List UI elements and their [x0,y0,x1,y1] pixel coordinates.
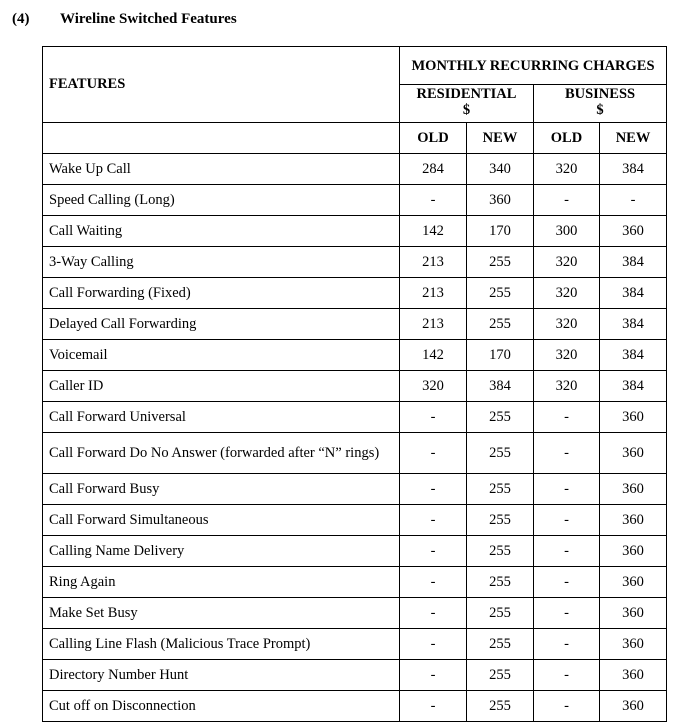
business-new-cell: 384 [600,340,667,371]
business-old-cell: - [534,402,600,433]
business-old-cell: 320 [534,309,600,340]
table-row [43,309,667,340]
residential-new-cell: 255 [467,402,534,433]
residential-old-cell: 142 [400,216,467,247]
residential-old-cell: - [400,474,467,505]
business-old-cell: - [534,474,600,505]
subheader-blank [43,123,400,154]
business-currency: $ [596,102,604,118]
residential-old-cell: - [400,402,467,433]
business-old-cell: 320 [534,340,600,371]
residential-old-cell: - [400,433,467,474]
business-new-cell: 360 [600,433,667,474]
business-old-cell: 320 [534,247,600,278]
business-old-cell: - [534,567,600,598]
residential-new-cell: 255 [467,660,534,691]
feature-name-cell: Voicemail [43,340,400,371]
residential-new-cell: 384 [467,371,534,402]
residential-old-cell: - [400,598,467,629]
business-new-cell: 384 [600,309,667,340]
business-old-cell: - [534,691,600,722]
residential-new-cell: 255 [467,536,534,567]
business-new-cell: 360 [600,567,667,598]
table-row [43,216,667,247]
business-new-cell: 360 [600,216,667,247]
table-row [43,660,667,691]
table-row [43,505,667,536]
feature-name-cell: Call Waiting [43,216,400,247]
table-row [43,567,667,598]
feature-name-cell: Call Forward Do No Answer (forwarded after “N” rings) [43,433,400,474]
residential-new-cell: 255 [467,505,534,536]
business-old-cell: - [534,433,600,474]
residential-old-cell: - [400,660,467,691]
residential-new-cell: 255 [467,691,534,722]
feature-name-cell: Calling Line Flash (Malicious Trace Prompt) [43,629,400,660]
business-new-cell: 360 [600,629,667,660]
table-row [43,598,667,629]
business-new-cell: 360 [600,536,667,567]
business-new-cell: 360 [600,598,667,629]
feature-name-cell: Cut off on Disconnection [43,691,400,722]
table-row [43,691,667,722]
table-row [43,402,667,433]
business-old-cell: - [534,505,600,536]
residential-new-cell: 255 [467,598,534,629]
features-header: FEATURES [43,47,400,123]
business-new-cell: 384 [600,371,667,402]
residential-new-cell: 360 [467,185,534,216]
business-new-cell: 360 [600,691,667,722]
feature-name-cell: Call Forward Busy [43,474,400,505]
residential-old-cell: - [400,629,467,660]
business-header [534,85,667,123]
residential-new-cell: 340 [467,154,534,185]
residential-old-cell: 213 [400,309,467,340]
subheader-residential-old: OLD [400,123,467,154]
table-row [43,340,667,371]
residential-new-cell: 255 [467,247,534,278]
feature-name-cell: Make Set Busy [43,598,400,629]
feature-name-cell: Calling Name Delivery [43,536,400,567]
table-row [43,536,667,567]
residential-new-cell: 170 [467,340,534,371]
business-old-cell: - [534,536,600,567]
residential-new-cell: 255 [467,278,534,309]
feature-name-cell: Delayed Call Forwarding [43,309,400,340]
business-new-cell: 360 [600,660,667,691]
table-row [43,629,667,660]
business-old-cell: 320 [534,371,600,402]
section-number: (4) [12,11,30,27]
residential-new-cell: 255 [467,474,534,505]
monthly-recurring-charges-header: MONTHLY RECURRING CHARGES [400,47,667,85]
table-row [43,474,667,505]
residential-old-cell: - [400,505,467,536]
residential-header [400,85,534,123]
subheader-residential-new: NEW [467,123,534,154]
residential-old-cell: - [400,567,467,598]
section-heading [12,11,237,28]
feature-name-cell: Call Forward Simultaneous [43,505,400,536]
business-new-cell: 360 [600,505,667,536]
feature-name-cell: Call Forwarding (Fixed) [43,278,400,309]
feature-name-cell: Call Forward Universal [43,402,400,433]
residential-currency: $ [462,102,471,118]
residential-old-cell: - [400,691,467,722]
residential-new-cell: 255 [467,433,534,474]
feature-name-cell: Wake Up Call [43,154,400,185]
business-old-cell: - [534,660,600,691]
business-new-cell: 360 [600,474,667,505]
table-row [43,278,667,309]
business-new-cell: 384 [600,247,667,278]
business-new-cell: - [600,185,667,216]
feature-name-cell: Ring Again [43,567,400,598]
feature-name-cell: 3-Way Calling [43,247,400,278]
business-old-cell: 300 [534,216,600,247]
business-new-cell: 384 [600,278,667,309]
residential-old-cell: 284 [400,154,467,185]
business-new-cell: 360 [600,402,667,433]
residential-old-cell: 142 [400,340,467,371]
business-old-cell: 320 [534,154,600,185]
residential-new-cell: 255 [467,629,534,660]
business-new-cell: 384 [600,154,667,185]
feature-name-cell: Caller ID [43,371,400,402]
residential-old-cell: 213 [400,247,467,278]
table-row [43,154,667,185]
business-old-cell: - [534,598,600,629]
subheader-business-old: OLD [534,123,600,154]
residential-old-cell: - [400,185,467,216]
subheader-business-new: NEW [600,123,667,154]
table-body [43,154,667,722]
residential-old-cell: 320 [400,371,467,402]
residential-new-cell: 170 [467,216,534,247]
table-row [43,433,667,474]
features-table [42,46,667,722]
residential-old-cell: - [400,536,467,567]
section-title: Wireline Switched Features [60,11,237,27]
residential-label: RESIDENTIAL [416,86,517,102]
residential-old-cell: 213 [400,278,467,309]
feature-name-cell: Speed Calling (Long) [43,185,400,216]
business-old-cell: 320 [534,278,600,309]
residential-new-cell: 255 [467,567,534,598]
table-row [43,371,667,402]
business-old-cell: - [534,185,600,216]
table-row [43,185,667,216]
table-row [43,247,667,278]
feature-name-cell: Directory Number Hunt [43,660,400,691]
business-old-cell: - [534,629,600,660]
business-label: BUSINESS [564,86,636,102]
residential-new-cell: 255 [467,309,534,340]
